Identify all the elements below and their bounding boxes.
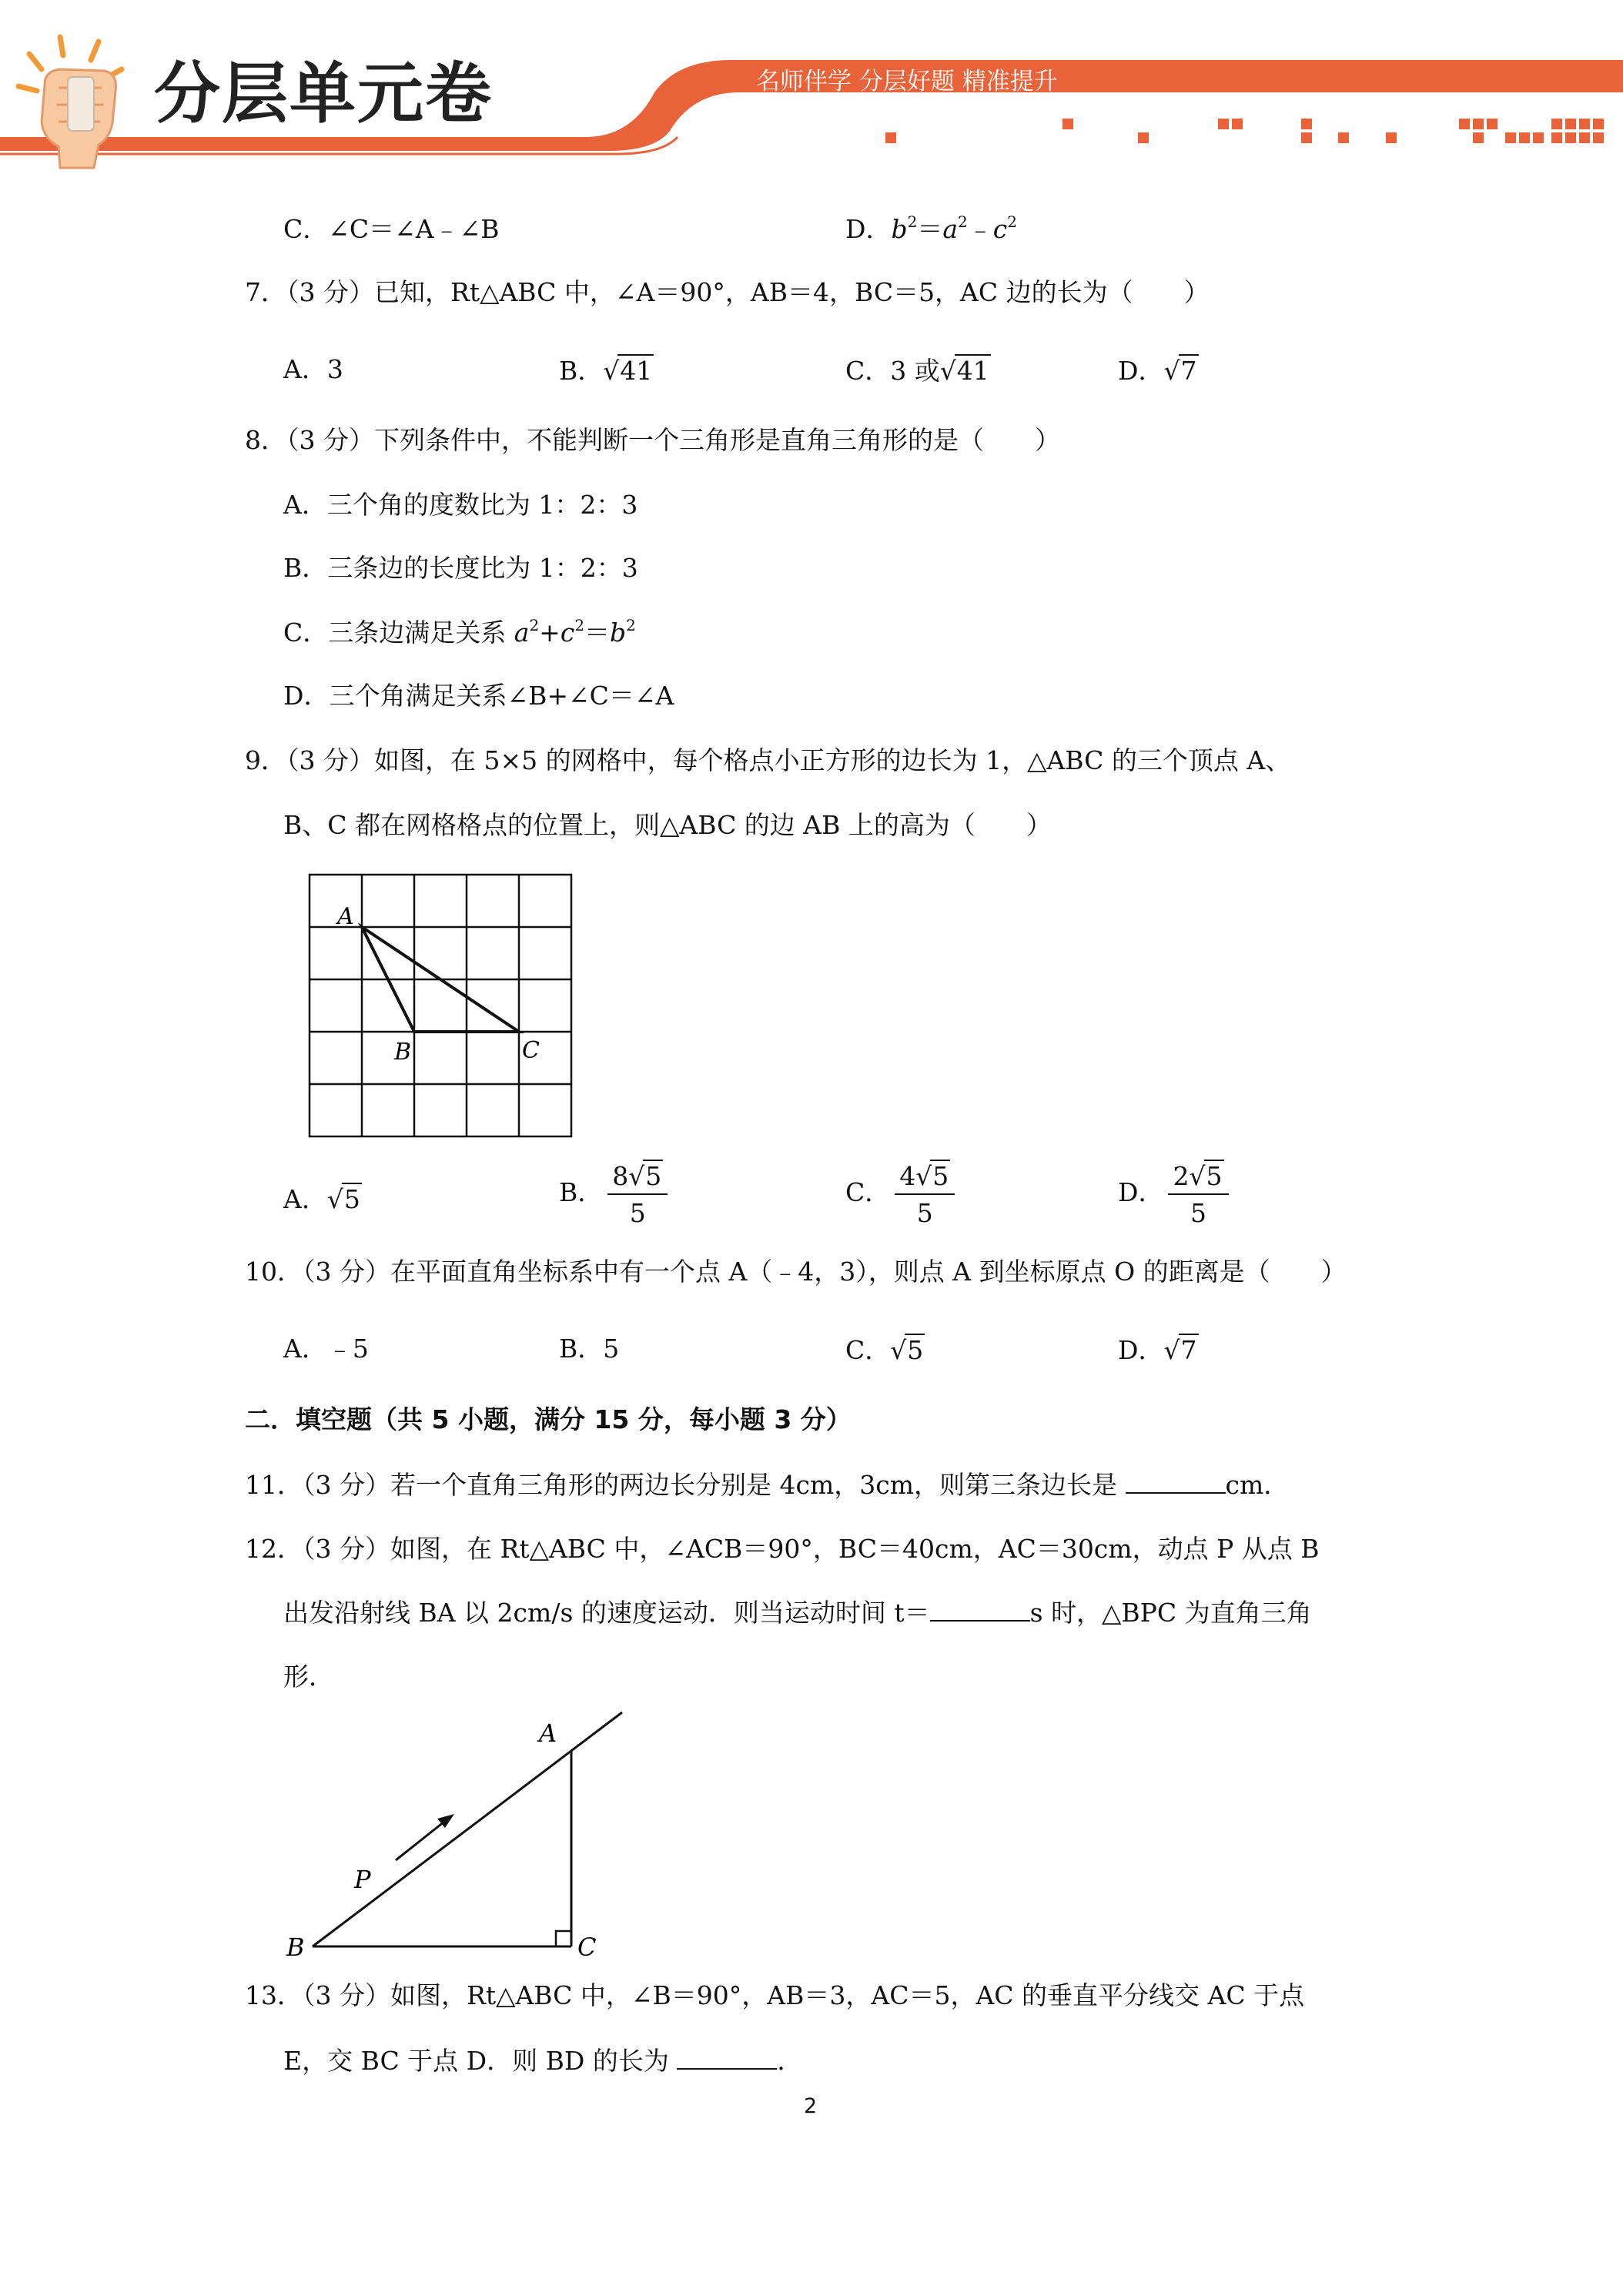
right-angle-mark bbox=[556, 1931, 571, 1946]
label-a: A bbox=[337, 903, 354, 930]
q13-line1: 13．（3 分）如图，Rt△ABC 中，∠B＝90°，AB＝3，AC＝5，AC 的垂直平分线交 AC 于点 bbox=[245, 1980, 1305, 2010]
q9-option-c: C． $\frac{4√5}{5}$ bbox=[845, 1160, 955, 1229]
q12-triangle-figure bbox=[277, 1708, 647, 1962]
q7-option-c: C．3 或√41 bbox=[845, 356, 989, 386]
answer-blank[interactable] bbox=[1126, 1469, 1226, 1494]
label-b: B bbox=[286, 1933, 305, 1962]
arrow-shaft bbox=[396, 1819, 448, 1860]
label-b: B bbox=[394, 1039, 412, 1066]
ray-ba bbox=[313, 1712, 622, 1946]
q6-option-c: C．∠C＝∠A﹣∠B bbox=[283, 214, 500, 244]
q11-stem: 11．（3 分）若一个直角三角形的两边长分别是 4cm，3cm，则第三条边长是 cm． bbox=[245, 1470, 1290, 1500]
q8-option-c: C．三条边满足关系 $a^2+c^2=b^2$ bbox=[283, 616, 636, 648]
q9-option-b: B． $\frac{8√5}{5}$ bbox=[559, 1160, 668, 1229]
q7-stem: 7．（3 分）已知，Rt△ABC 中，∠A＝90°，AB＝4，BC＝5，AC 边的长为（ ） bbox=[245, 277, 1210, 307]
q10-option-a: A．﹣5 bbox=[283, 1334, 369, 1364]
q10-option-b: B．5 bbox=[559, 1334, 620, 1364]
q8-stem: 8．（3 分）下列条件中，不能判断一个三角形是直角三角形的是（ ） bbox=[245, 425, 1060, 455]
q10-option-c: C．√5 bbox=[845, 1335, 924, 1365]
answer-blank[interactable] bbox=[677, 2045, 777, 2070]
q9-stem-line1: 9．（3 分）如图，在 5×5 的网格中，每个格点小正方形的边长为 1，△ABC 的三个顶点 A、 bbox=[245, 745, 1291, 775]
q9-option-d: D． $\frac{2√5}{5}$ bbox=[1118, 1160, 1229, 1229]
q12-line2: 出发沿射线 BA 以 2cm/s 的速度运动．则当运动时间 t＝ s 时，△BPC 为直角三角 bbox=[283, 1598, 1312, 1628]
fist-icon bbox=[14, 31, 129, 169]
q9-option-a: A．√5 bbox=[283, 1184, 360, 1214]
q7-option-b: B．√41 bbox=[559, 356, 653, 386]
q12-line1: 12．（3 分）如图，在 Rt△ABC 中，∠ACB＝90°，BC＝40cm，AC＝30cm，动点 P 从点 B bbox=[245, 1534, 1320, 1564]
page-number: 2 bbox=[804, 2094, 818, 2118]
q8-option-d: D．三个角满足关系∠B+∠C＝∠A bbox=[283, 681, 674, 711]
q12-line3: 形． bbox=[283, 1662, 334, 1692]
q9-stem-line2: B、C 都在网格格点的位置上，则△ABC 的边 AB 上的高为（ ） bbox=[283, 810, 1052, 840]
q7-option-d: D．√7 bbox=[1118, 356, 1197, 386]
q8-option-b: B．三条边的长度比为 1：2：3 bbox=[283, 553, 638, 583]
q8-option-a: A．三个角的度数比为 1：2：3 bbox=[283, 490, 638, 520]
q13-line2: E，交 BC 于点 D．则 BD 的长为 ． bbox=[283, 2046, 803, 2076]
section-heading: 二．填空题（共 5 小题，满分 15 分，每小题 3 分） bbox=[245, 1404, 852, 1434]
q10-stem: 10．（3 分）在平面直角坐标系中有一个点 A（﹣4，3），则点 A 到坐标原点 O 的距离是（ ） bbox=[245, 1257, 1347, 1287]
label-c: C bbox=[577, 1933, 597, 1962]
answer-blank[interactable] bbox=[930, 1597, 1030, 1622]
q7-option-a: A．3 bbox=[283, 354, 343, 384]
header-slogan: 名师伴学 分层好题 精准提升 bbox=[756, 68, 1058, 95]
label-c: C bbox=[522, 1037, 540, 1064]
header-title: 分层单元卷 bbox=[154, 55, 493, 132]
label-p: P bbox=[354, 1865, 371, 1894]
q6-option-d: D．$b^2=a^2﹣c^2$ bbox=[845, 213, 1017, 244]
label-a: A bbox=[539, 1719, 557, 1748]
q9-grid-figure bbox=[305, 870, 582, 1147]
q10-option-d: D．√7 bbox=[1118, 1335, 1197, 1365]
